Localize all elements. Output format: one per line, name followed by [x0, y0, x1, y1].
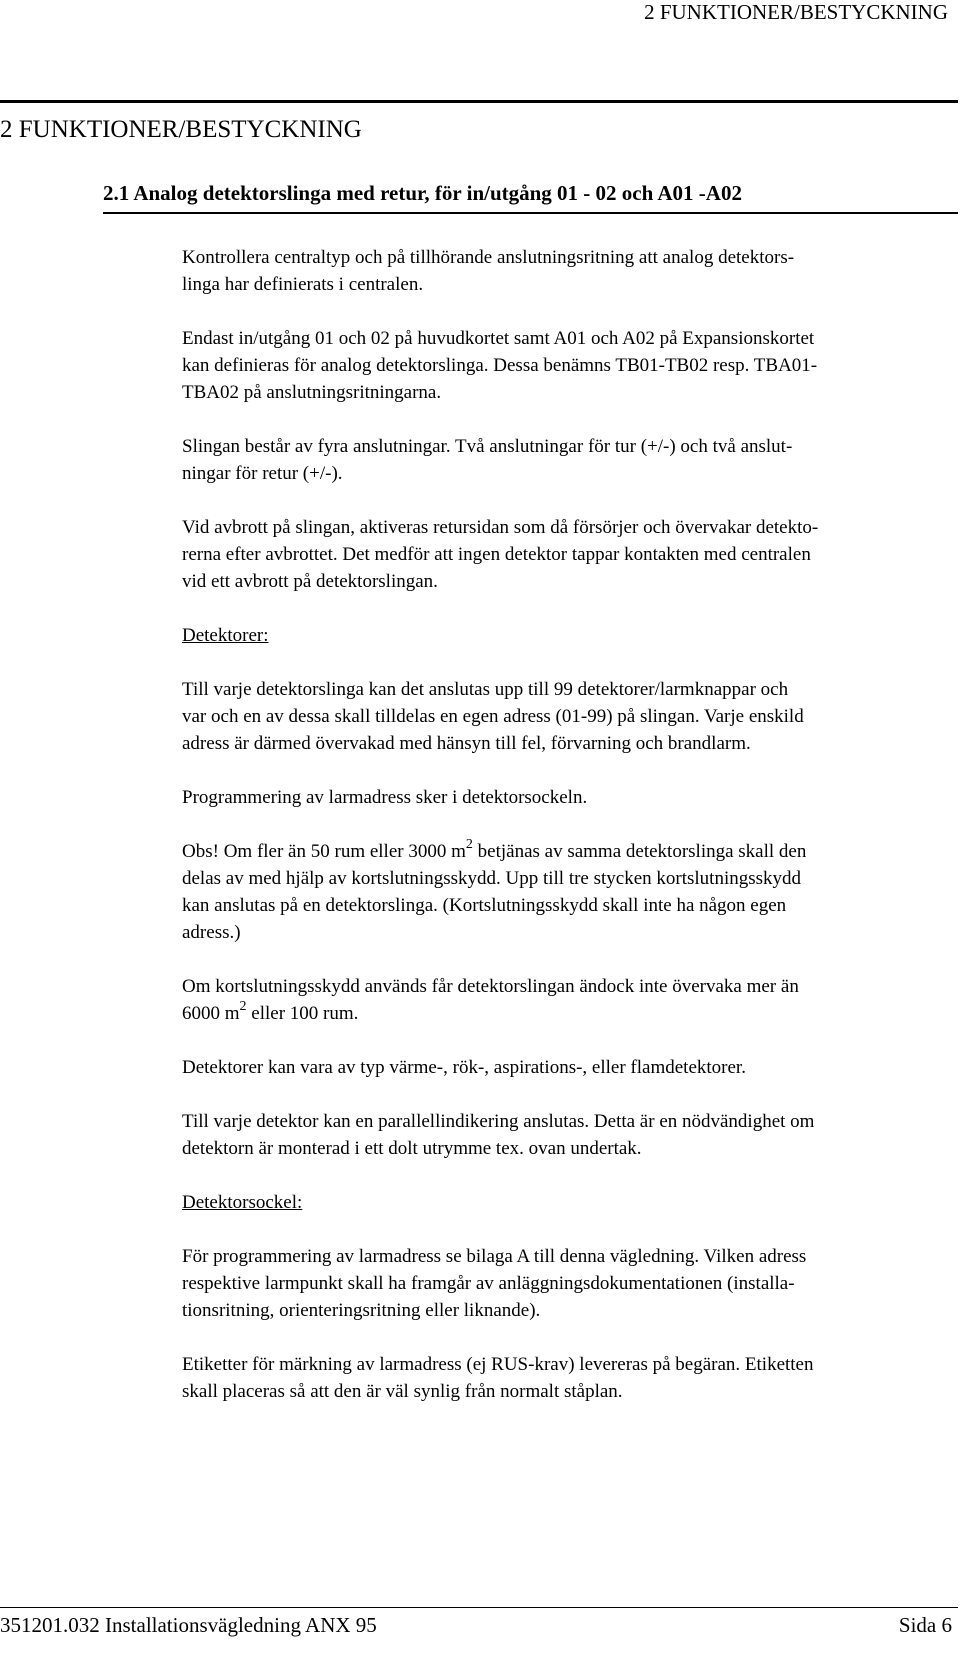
paragraph-obs: Obs! Om fler än 50 rum eller 3000 $m^2$ betjänas av samma detektorslinga skall den delas av med hjälp av kortslutningsskydd. Upp till tre stycken kortslutningsskydd kan anslutas på en detektorslinga. (Kortslutningsskydd skall inte ha någon egen adress.) [182, 837, 807, 943]
page-footer [0, 1607, 958, 1638]
document-body [182, 244, 952, 1432]
paragraph-address-programming: För programmering av larmadress se bilaga A till denna vägledning. Vilken adress respektive larmpunkt skall ha framgår av anläggningsdokumentationen (installa- tionsritning, orienteringsritning eller liknande). [182, 1246, 807, 1321]
section-heading: 2.1 Analog detektorslinga med retur, för in/utgång 01 - 02 och A01 -A02 [103, 180, 958, 214]
subheading-detektorer: Detektorer: [182, 625, 269, 646]
paragraph-detector-count: Till varje detektorslinga kan det anslutas upp till 99 detektorer/larmknappar och var och en av dessa skall tilldelas en egen adress (01-99) på slingan. Varje enskild adress är därmed övervakad med hänsyn till fel, förvarning och brandlarm. [182, 679, 804, 754]
footer-page-number: Sida 6 [898, 1613, 952, 1637]
paragraph-parallel-indication: Till varje detektor kan en parallellindikering anslutas. Detta är en nödvändighet om detektorn är monterad i ett dolt utrymme tex. ovan undertak. [182, 1111, 815, 1159]
footer-document-title: 351201.032 Installationsvägledning ANX 95 [0, 1613, 377, 1637]
paragraph-programming: Programmering av larmadress sker i detektorsockeln. [182, 787, 588, 808]
paragraph-inputs: Endast in/utgång 01 och 02 på huvudkortet samt A01 och A02 på Expansionskortet kan definieras för analog detektorslinga. Dessa benämns TB01-TB02 resp. TBA01- TBA02 på anslutningsritningarna. [182, 328, 818, 403]
subheading-detektorsockel: Detektorsockel: [182, 1192, 303, 1213]
paragraph-labels: Etiketter för märkning av larmadress (ej RUS-krav) levereras på begäran. Etiketten skall placeras så att den är väl synlig från normalt ståplan. [182, 1354, 814, 1402]
paragraph-detector-types: Detektorer kan vara av typ värme-, rök-, aspirations-, eller flamdetektorer. [182, 1057, 746, 1078]
paragraph-connections: Slingan består av fyra anslutningar. Två anslutningar för tur (+/-) och två anslut- ningar för retur (+/-). [182, 436, 793, 484]
paragraph-short-circuit-limit: Om kortslutningsskydd används får detektorslingan ändock inte övervaka mer än 6000 $m^2$ eller 100 rum. [182, 976, 799, 1024]
running-header: 2 FUNKTIONER/BESTYCKNING [644, 0, 948, 24]
paragraph-interruption: Vid avbrott på slingan, aktiveras retursidan som då försörjer och övervakar detekto- rerna efter avbrottet. Det medför att ingen detektor tappar kontakten med centralen vid ett avbrott på detektorslingan. [182, 517, 819, 592]
paragraph-check-type: Kontrollera centraltyp och på tillhörande anslutningsritning att analog detektors- linga har definierats i centralen. [182, 247, 795, 295]
chapter-heading: 2 FUNKTIONER/BESTYCKNING [0, 100, 958, 145]
